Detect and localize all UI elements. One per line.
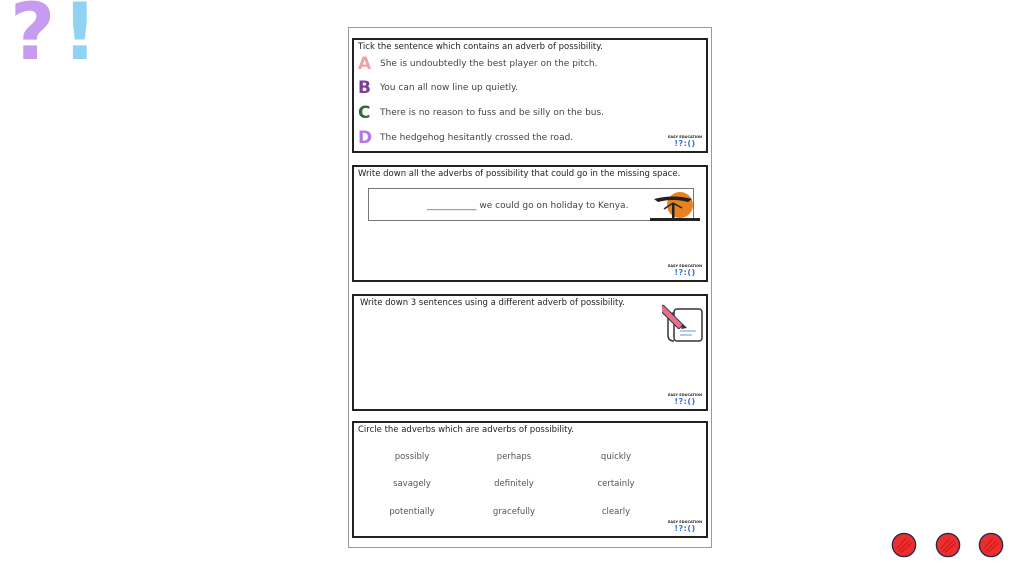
option-b-letter: B bbox=[358, 78, 371, 98]
question-4-prompt: Circle the adverbs which are adverbs of possibility. bbox=[358, 425, 574, 435]
question-mark-decoration: ? bbox=[10, 0, 56, 78]
question-2-prompt: Write down all the adverbs of possibility that could go in the missing space. bbox=[358, 169, 681, 179]
word-option[interactable]: possibly bbox=[394, 452, 430, 462]
savanna-tree-icon bbox=[650, 191, 700, 221]
easy-education-logo: EASY EDUCATION !?:() bbox=[667, 520, 703, 533]
option-d-text: The hedgehog hesitantly crossed the road. bbox=[380, 133, 574, 143]
option-c-letter: C bbox=[358, 103, 371, 123]
question-2-panel bbox=[352, 165, 708, 282]
word-option[interactable]: quickly bbox=[600, 452, 632, 462]
option-c-text: There is no reason to fuss and be silly on the bus. bbox=[380, 108, 605, 118]
option-a-text: She is undoubtedly the best player on the pitch. bbox=[380, 59, 598, 69]
word-option[interactable]: certainly bbox=[597, 479, 635, 489]
word-option[interactable]: gracefully bbox=[492, 507, 536, 517]
easy-education-logo: EASY EDUCATION !?:() bbox=[667, 264, 703, 277]
easy-education-logo: EASY EDUCATION !?:() bbox=[667, 393, 703, 406]
question-1-panel bbox=[352, 38, 708, 153]
worksheet bbox=[348, 27, 712, 548]
red-dot-decoration bbox=[891, 532, 917, 558]
easy-education-logo: EASY EDUCATION !?:() bbox=[667, 135, 703, 148]
word-option[interactable]: clearly bbox=[601, 507, 631, 517]
question-1-prompt: Tick the sentence which contains an adverb of possibility. bbox=[358, 42, 603, 52]
word-option[interactable]: savagely bbox=[393, 479, 431, 489]
question-4-panel bbox=[352, 421, 708, 538]
exclamation-mark-decoration: ! bbox=[62, 0, 98, 78]
writing-scroll-icon bbox=[662, 299, 706, 343]
question-3-panel bbox=[352, 294, 708, 411]
option-a-letter: A bbox=[358, 54, 372, 74]
red-dot-decoration bbox=[978, 532, 1004, 558]
red-dot-decoration bbox=[935, 532, 961, 558]
option-b-text: You can all now line up quietly. bbox=[380, 83, 518, 93]
question-3-prompt: Write down 3 sentences using a different adverb of possibility. bbox=[360, 298, 625, 308]
fill-in-sentence-box bbox=[368, 188, 694, 221]
fill-in-sentence: ___________ we could go on holiday to Kenya. bbox=[427, 201, 629, 211]
word-option[interactable]: perhaps bbox=[496, 452, 532, 462]
word-option[interactable]: definitely bbox=[494, 479, 534, 489]
word-option[interactable]: potentially bbox=[389, 507, 435, 517]
option-d-letter: D bbox=[358, 128, 373, 148]
